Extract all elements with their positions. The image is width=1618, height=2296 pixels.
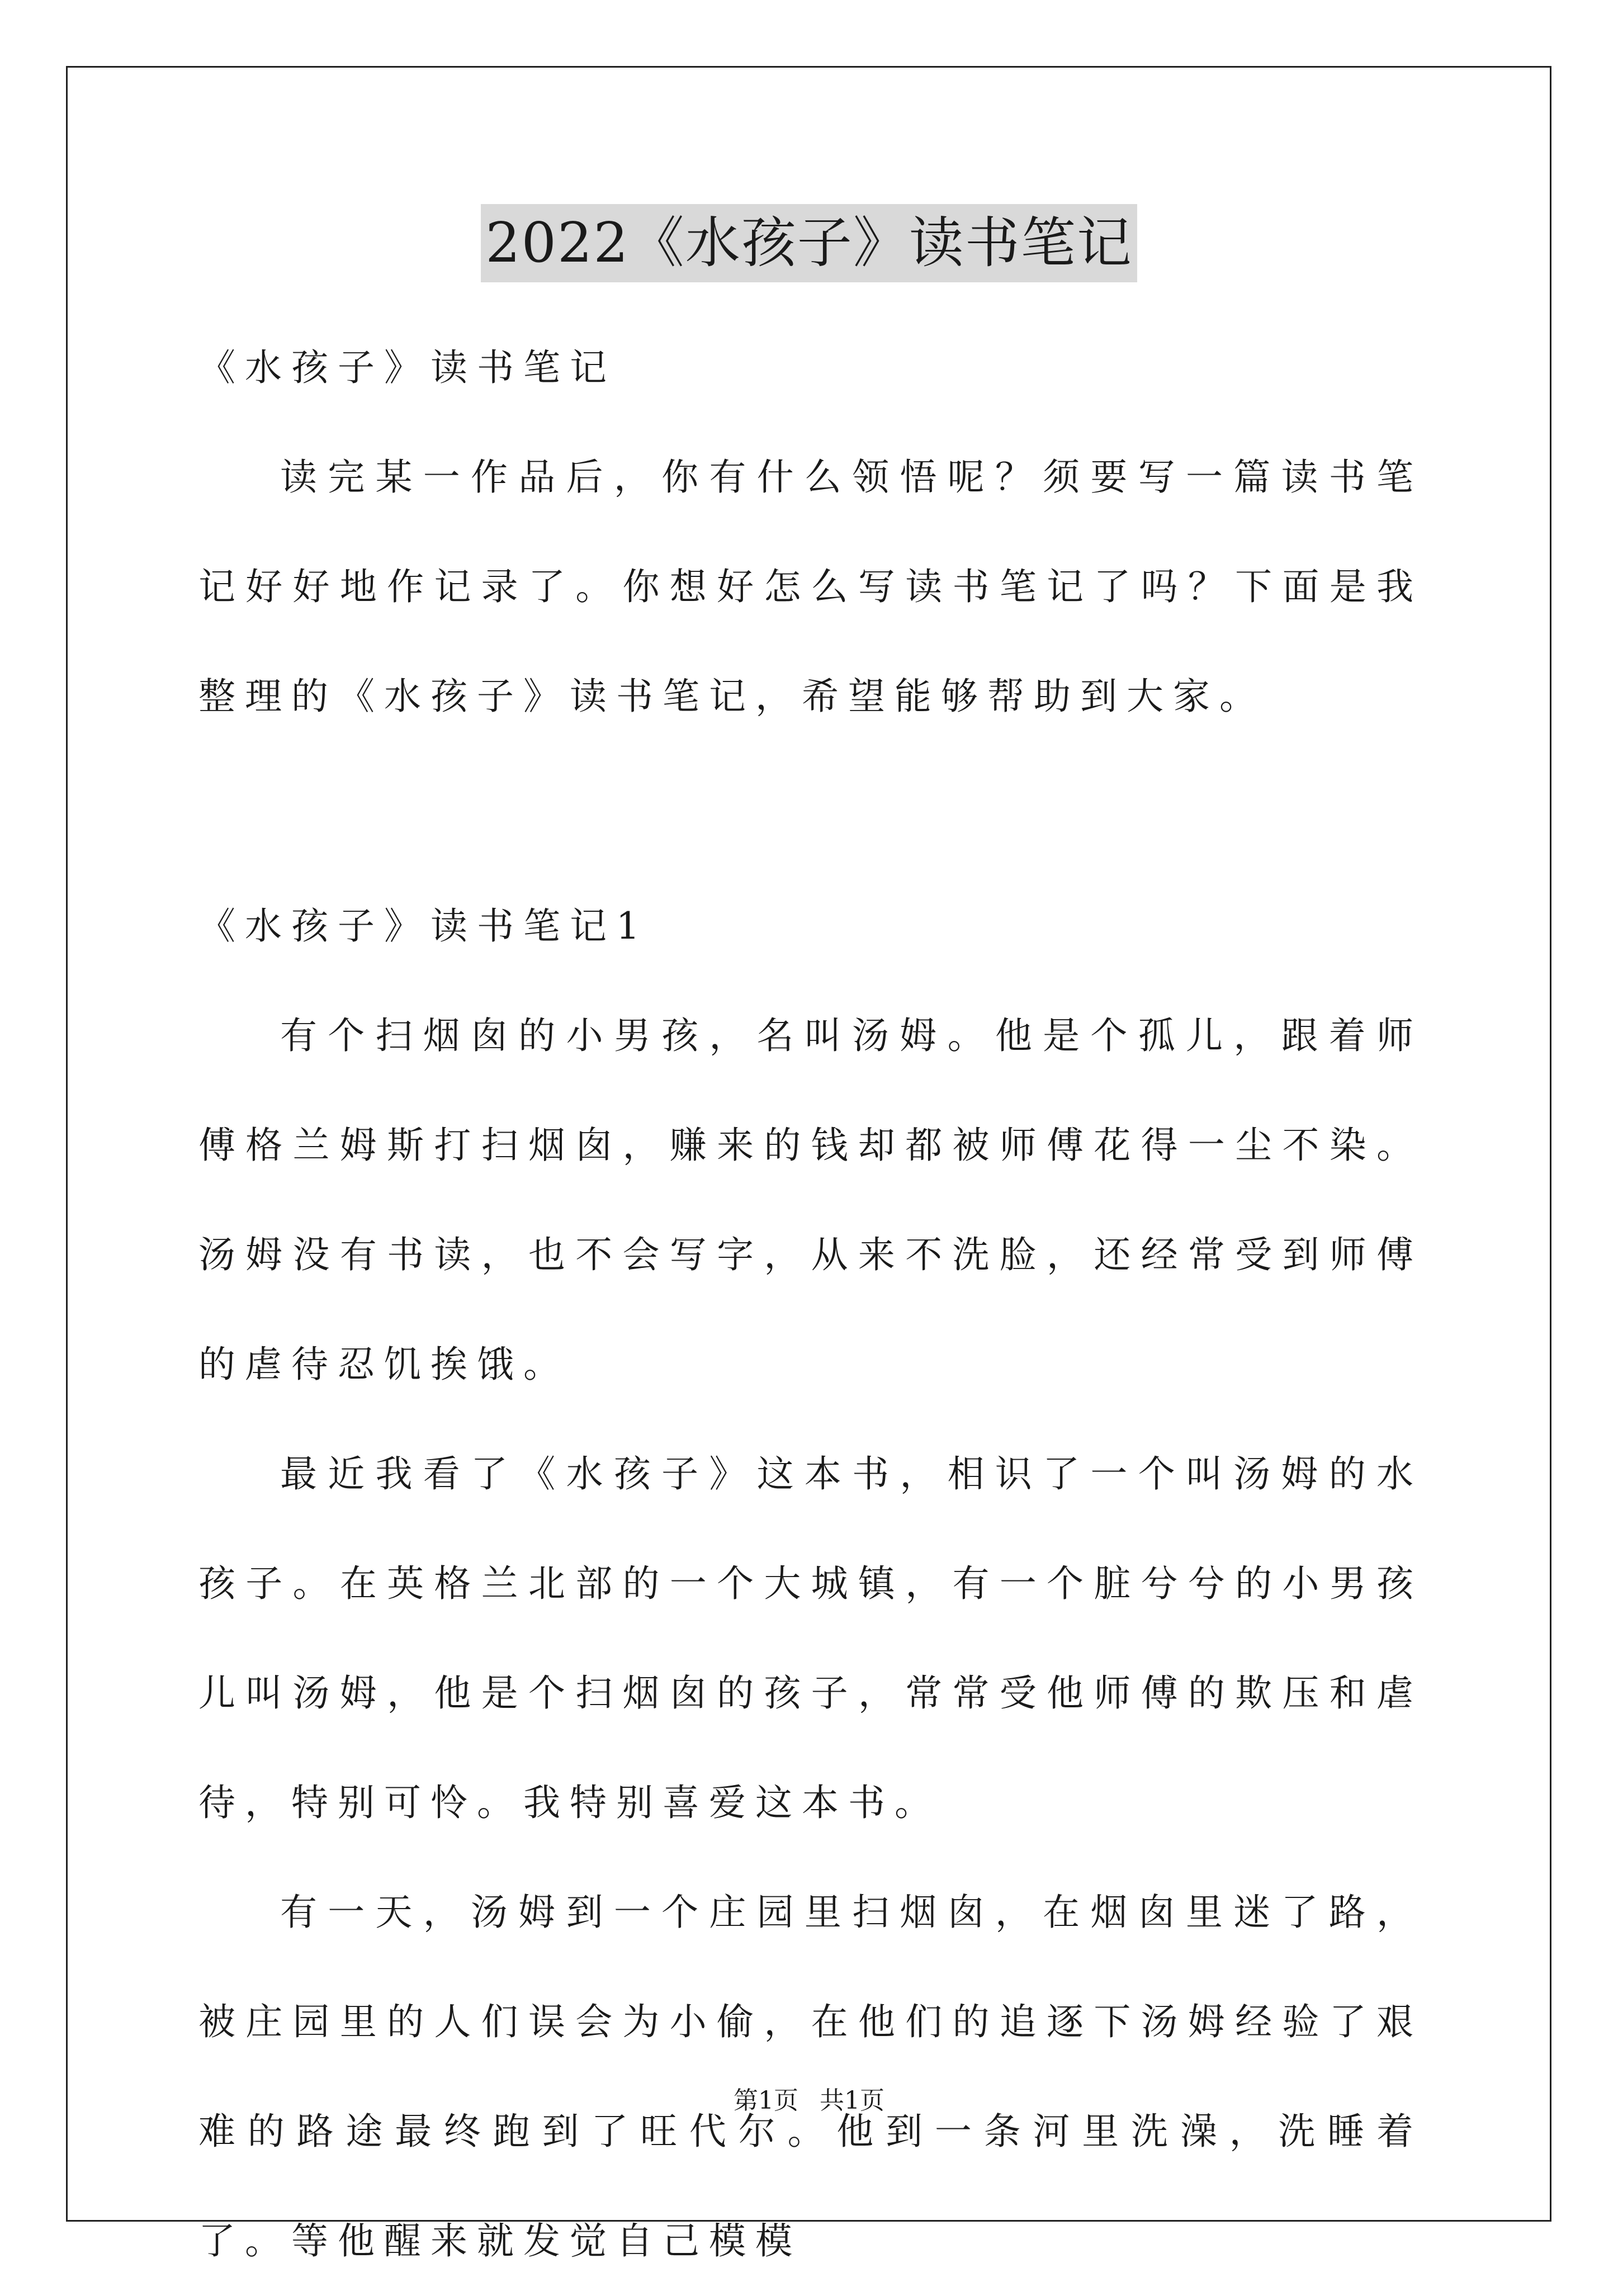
body-paragraph: 最近我看了《水孩子》这本书，相识了一个叫汤姆的水孩子。在英格兰北部的一个大城镇，有一个脏兮兮的小男孩儿叫汤姆，他是个扫烟囱的孩子，常常受他师傅的欺压和虐待，特别可怜。我特别喜爱这本书。 bbox=[198, 1452, 1423, 1824]
page-number: 第1页 bbox=[734, 2086, 798, 2115]
body-paragraph: 有一天，汤姆到一个庄园里扫烟囱，在烟囱里迷了路，被庄园里的人们误会为小偷，在他们的追逐下汤姆经验了艰难的路途最终跑到了旺代尔。他到一条河里洗澡，洗睡着了。等他醒来就发觉自己模模 bbox=[198, 1891, 1423, 2262]
subtitle: 《水孩子》读书笔记 bbox=[198, 346, 616, 389]
intro-paragraph: 读完某一作品后，你有什么领悟呢？须要写一篇读书笔记好好地作记录了。你想好怎么写读书笔记了吗？下面是我整理的《水孩子》读书笔记，希望能够帮助到大家。 bbox=[198, 456, 1423, 718]
body-paragraph: 有个扫烟囱的小男孩，名叫汤姆。他是个孤儿，跟着师傅格兰姆斯打扫烟囱，赚来的钱却都被师傅花得一尘不染。汤姆没有书读，也不会写字，从来不洗脸，还经常受到师傅的虐待忍饥挨饿。 bbox=[198, 1014, 1423, 1386]
page-footer bbox=[0, 2084, 1618, 2118]
page-total: 共1页 bbox=[820, 2086, 884, 2115]
title-container bbox=[0, 204, 1618, 282]
document-title: 2022《水孩子》读书笔记 bbox=[481, 204, 1137, 282]
section-gap bbox=[198, 751, 1423, 872]
document-body bbox=[198, 313, 1423, 2296]
section-heading: 《水孩子》读书笔记1 bbox=[198, 905, 649, 948]
